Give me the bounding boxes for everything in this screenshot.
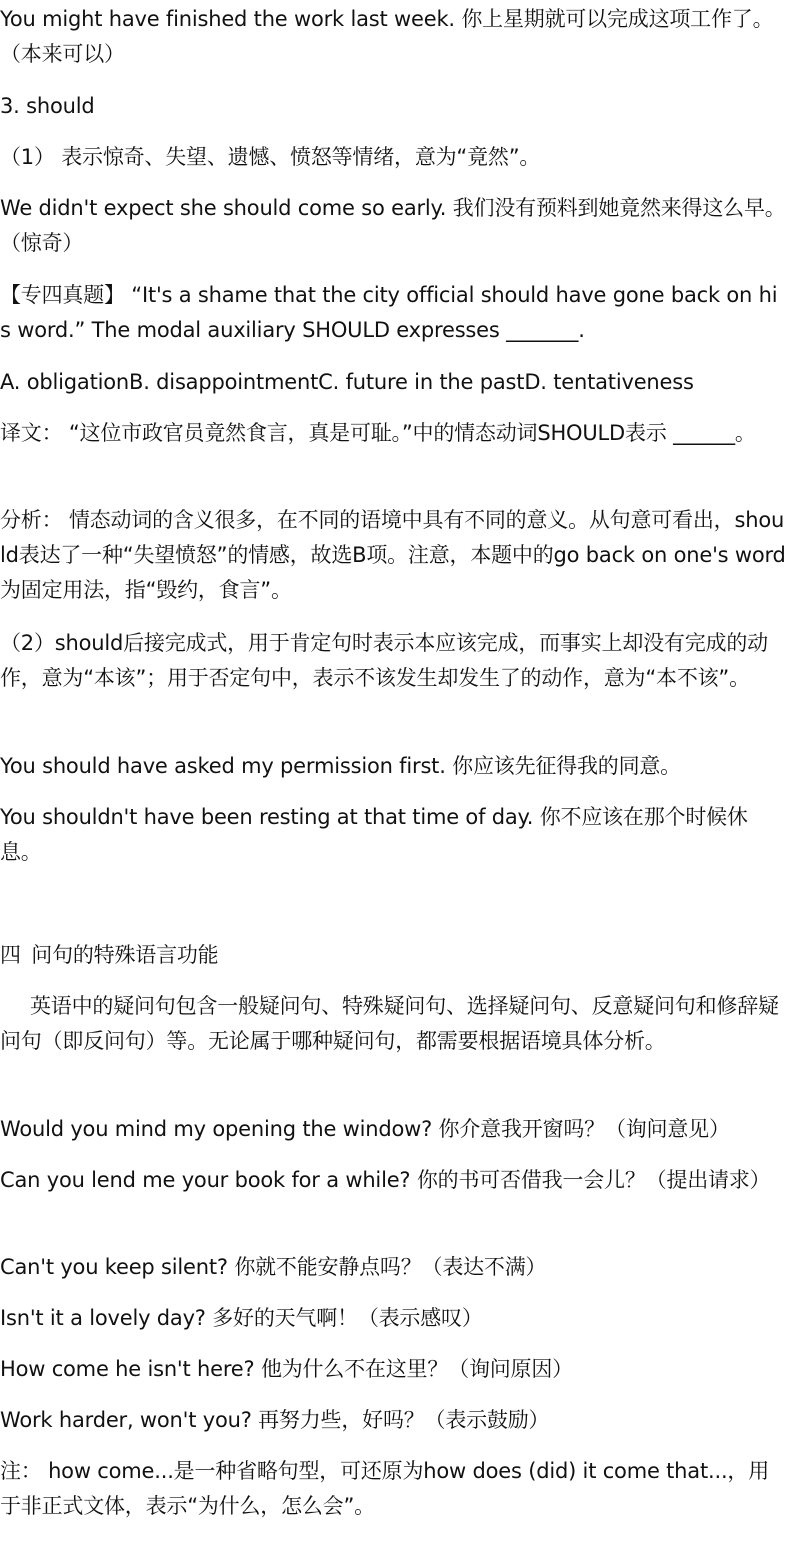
paragraph-should-usage-2: （2）should后接完成式，用于肯定句时表示本应该完成，而事实上却没有完成的动作，意为“本该”；用于否定句中，表示不该发生却发生了的动作，意为“本不该”。 <box>0 631 768 690</box>
paragraph-example-work-harder: Work harder, won't you? 再努力些，好吗？（表示鼓励） <box>0 1408 550 1432</box>
paragraph-example-expect: We didn't expect she should come so early. 我们没有预料到她竟然来得这么早。（惊奇） <box>0 196 786 255</box>
paragraph-example-lovely-day: Isn't it a lovely day? 多好的天气啊！（表示感叹） <box>0 1306 483 1330</box>
paragraph-should-usage-1: （1） 表示惊奇、失望、遗憾、愤怒等情绪，意为“竟然”。 <box>0 145 541 169</box>
paragraph-exam-question: 【专四真题】 “It's a shame that the city official should have gone back on his word.” The modal auxiliary SHOULD expresses _______. <box>0 283 778 342</box>
paragraph-note: 注： how come...是一种省略句型，可还原为how does (did) it come that...，用于非正式文体，表示“为什么，怎么会”。 <box>0 1459 770 1518</box>
paragraph-example-permission: You should have asked my permission first. 你应该先征得我的同意。 <box>0 754 681 778</box>
paragraph-translation: 译文： “这位市政官员竟然食言，真是可耻。”中的情态动词SHOULD表示 ______。 <box>0 421 756 445</box>
paragraph-example-book: Can you lend me your book for a while? 你的书可否借我一会儿？（提出请求） <box>0 1168 771 1192</box>
heading-should: 3. should <box>0 94 95 118</box>
paragraph-options: A. obligationB. disappointmentC. future in the pastD. tentativeness <box>0 370 694 394</box>
paragraph-example-window: Would you mind my opening the window? 你介意我开窗吗？（询问意见） <box>0 1117 730 1141</box>
paragraph-example-might: You might have finished the work last week. 你上星期就可以完成这项工作了。（本来可以） <box>0 7 774 66</box>
paragraph-analysis: 分析： 情态动词的含义很多，在不同的语境中具有不同的意义。从句意可看出，should表达了一种“失望愤怒”的情感，故选B项。注意，本题中的go back on one's word为固定用法，指“毁约，食言”。 <box>0 508 786 602</box>
paragraph-example-resting: You shouldn't have been resting at that time of day. 你不应该在那个时候休息。 <box>0 805 748 864</box>
paragraph-questions-intro: 英语中的疑问句包含一般疑问句、特殊疑问句、选择疑问句、反意疑问句和修辞疑问句（即反问句）等。无论属于哪种疑问句，都需要根据语境具体分析。 <box>0 994 779 1053</box>
paragraph-example-silent: Can't you keep silent? 你就不能安静点吗？（表达不满） <box>0 1255 547 1279</box>
section-heading-questions: 四 问句的特殊语言功能 <box>0 943 219 967</box>
paragraph-example-how-come: How come he isn't here? 他为什么不在这里？（询问原因） <box>0 1357 573 1381</box>
